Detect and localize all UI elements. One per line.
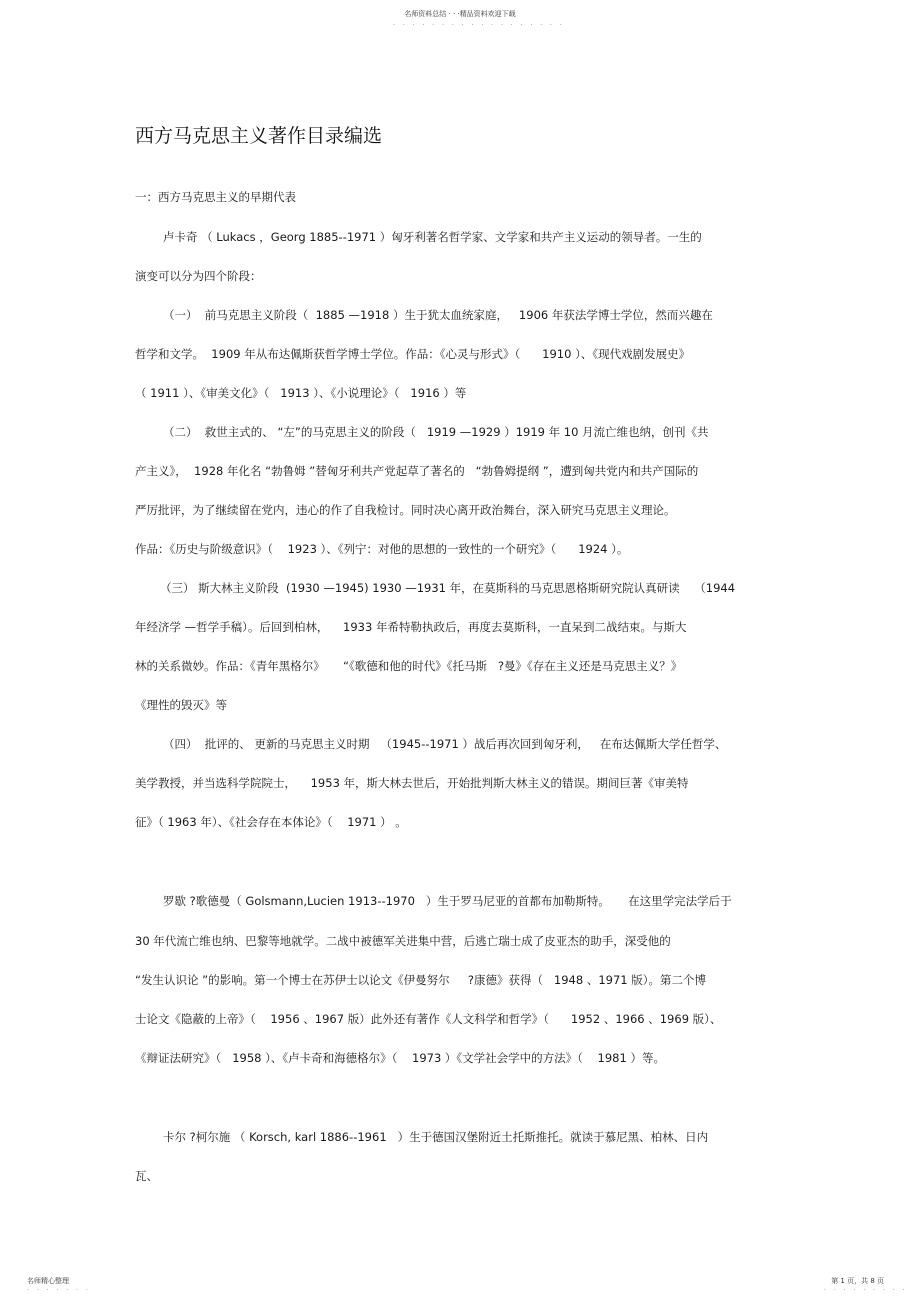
footer-left-dots: · · · · · · ·	[27, 1287, 91, 1294]
paragraph-line: 美学教授，并当选科学院院士， 1953 年，斯大林去世后，开始批判斯大林主义的错误。期间巨著《审美特	[135, 776, 689, 790]
section-heading: 一：西方马克思主义的早期代表	[135, 190, 296, 204]
footer-right-dots: · · · · · · · · ·	[824, 1287, 908, 1294]
paragraph-line: 瓦、	[135, 1169, 158, 1183]
paragraph-line: “发生认识论 ”的影响。第一个博士在苏伊士以论文《伊曼努尔 ?康德》获得（ 1948 、1971 版）。第二个博	[135, 973, 707, 987]
paragraph-line: 哲学和文学。 1909 年从布达佩斯获哲学博士学位。作品：《心灵与形式》（ 1910 ）、《现代戏剧发展史》	[135, 347, 691, 361]
page-number: 第 1 页，共 8 页	[831, 1277, 884, 1285]
footer-left-label: 名师精心整理	[27, 1277, 69, 1285]
paragraph-line: （二） 救世主式的、 “左”的马克思主义的阶段（ 1919 —1929 ）1919 年 10 月流亡维也纳，创刊《共	[163, 425, 709, 439]
document-title: 西方马克思主义著作目录编选	[135, 125, 383, 147]
paragraph-line: 30 年代流亡维也纳、巴黎等地就学。二战中被德军关进集中营，后逃亡瑞士成了皮亚杰的助手，深受他的	[135, 934, 671, 948]
paragraph-line: 产主义》， 1928 年化名 “勃鲁姆 ”替匈牙利共产党起草了著名的 “勃鲁姆提纲 ”，遭到匈共党内和共产国际的	[135, 464, 699, 478]
header-dots: · · · · · · · · · · · · · · · · · ·	[393, 22, 565, 29]
paragraph-line: 年经济学 —哲学手稿）。后回到柏林， 1933 年希特勒执政后，再度去莫斯科，一直呆到二战结束。与斯大	[135, 620, 687, 634]
paragraph-line: 征》（ 1963 年）、《社会存在本体论》（ 1971 ） 。	[135, 815, 407, 829]
paragraph-line: 罗歇 ?歌德曼（ Golsmann,Lucien 1913--1970 ）生于罗马尼亚的首都布加勒斯特。 在这里学完法学后于	[163, 894, 732, 908]
paragraph-line: 卡尔 ?柯尔施 （ Korsch, karl 1886--1961 ）生于德国汉堡附近土托斯推托。就读于慕尼黑、柏林、日内	[163, 1130, 709, 1144]
paragraph-line: 士论文《隐蔽的上帝》（ 1956 、1967 版）此外还有著作《人文科学和哲学》（ 1952 、1966 、1969 版）、	[135, 1012, 722, 1026]
page-header: 名师资料总结 · · ·精品资料欢迎下载	[404, 10, 516, 18]
paragraph-line: （一） 前马克思主义阶段（ 1885 —1918 ）生于犹太血统家庭， 1906 年获法学博士学位，然而兴趣在	[163, 308, 713, 322]
paragraph-line: 林的关系微妙。作品：《青年黑格尔》 “《歌德和他的时代》《托马斯 ?曼》《存在主义还是马克思主义？》	[135, 659, 683, 673]
paragraph-line: 《辩证法研究》（ 1958 ）、《卢卡奇和海德格尔》（ 1973 ）《文学社会学中的方法》（ 1981 ）等。	[135, 1051, 665, 1065]
paragraph-line: 演变可以分为四个阶段：	[135, 269, 262, 283]
paragraph-line: 《理性的毁灭》等	[135, 698, 227, 712]
paragraph-line: 严厉批评，为了继续留在党内，违心的作了自我检讨。同时决心离开政治舞台，深入研究马克思主义理论。	[135, 503, 676, 517]
paragraph-line: （ 1911 ）、《审美文化》（ 1913 ）、《小说理论》（ 1916 ）等	[135, 386, 467, 400]
paragraph-line: 卢卡奇 （ Lukacs ，Georg 1885--1971 ）匈牙利著名哲学家、文学家和共产主义运动的领导者。一生的	[163, 230, 702, 244]
paragraph-line: 作品：《历史与阶级意识》（ 1923 ）、《列宁：对他的思想的一致性的一个研究》（ 1924 ）。	[135, 542, 629, 556]
paragraph-line: （四） 批评的、 更新的马克思主义时期 （1945--1971 ）战后再次回到匈牙利， 在布达佩斯大学任哲学、	[163, 737, 727, 751]
paragraph-line: （三） 斯大林主义阶段 (1930 —1945) 1930 —1931 年，在莫斯科的马克思恩格斯研究院认真研读 （1944	[160, 581, 736, 595]
